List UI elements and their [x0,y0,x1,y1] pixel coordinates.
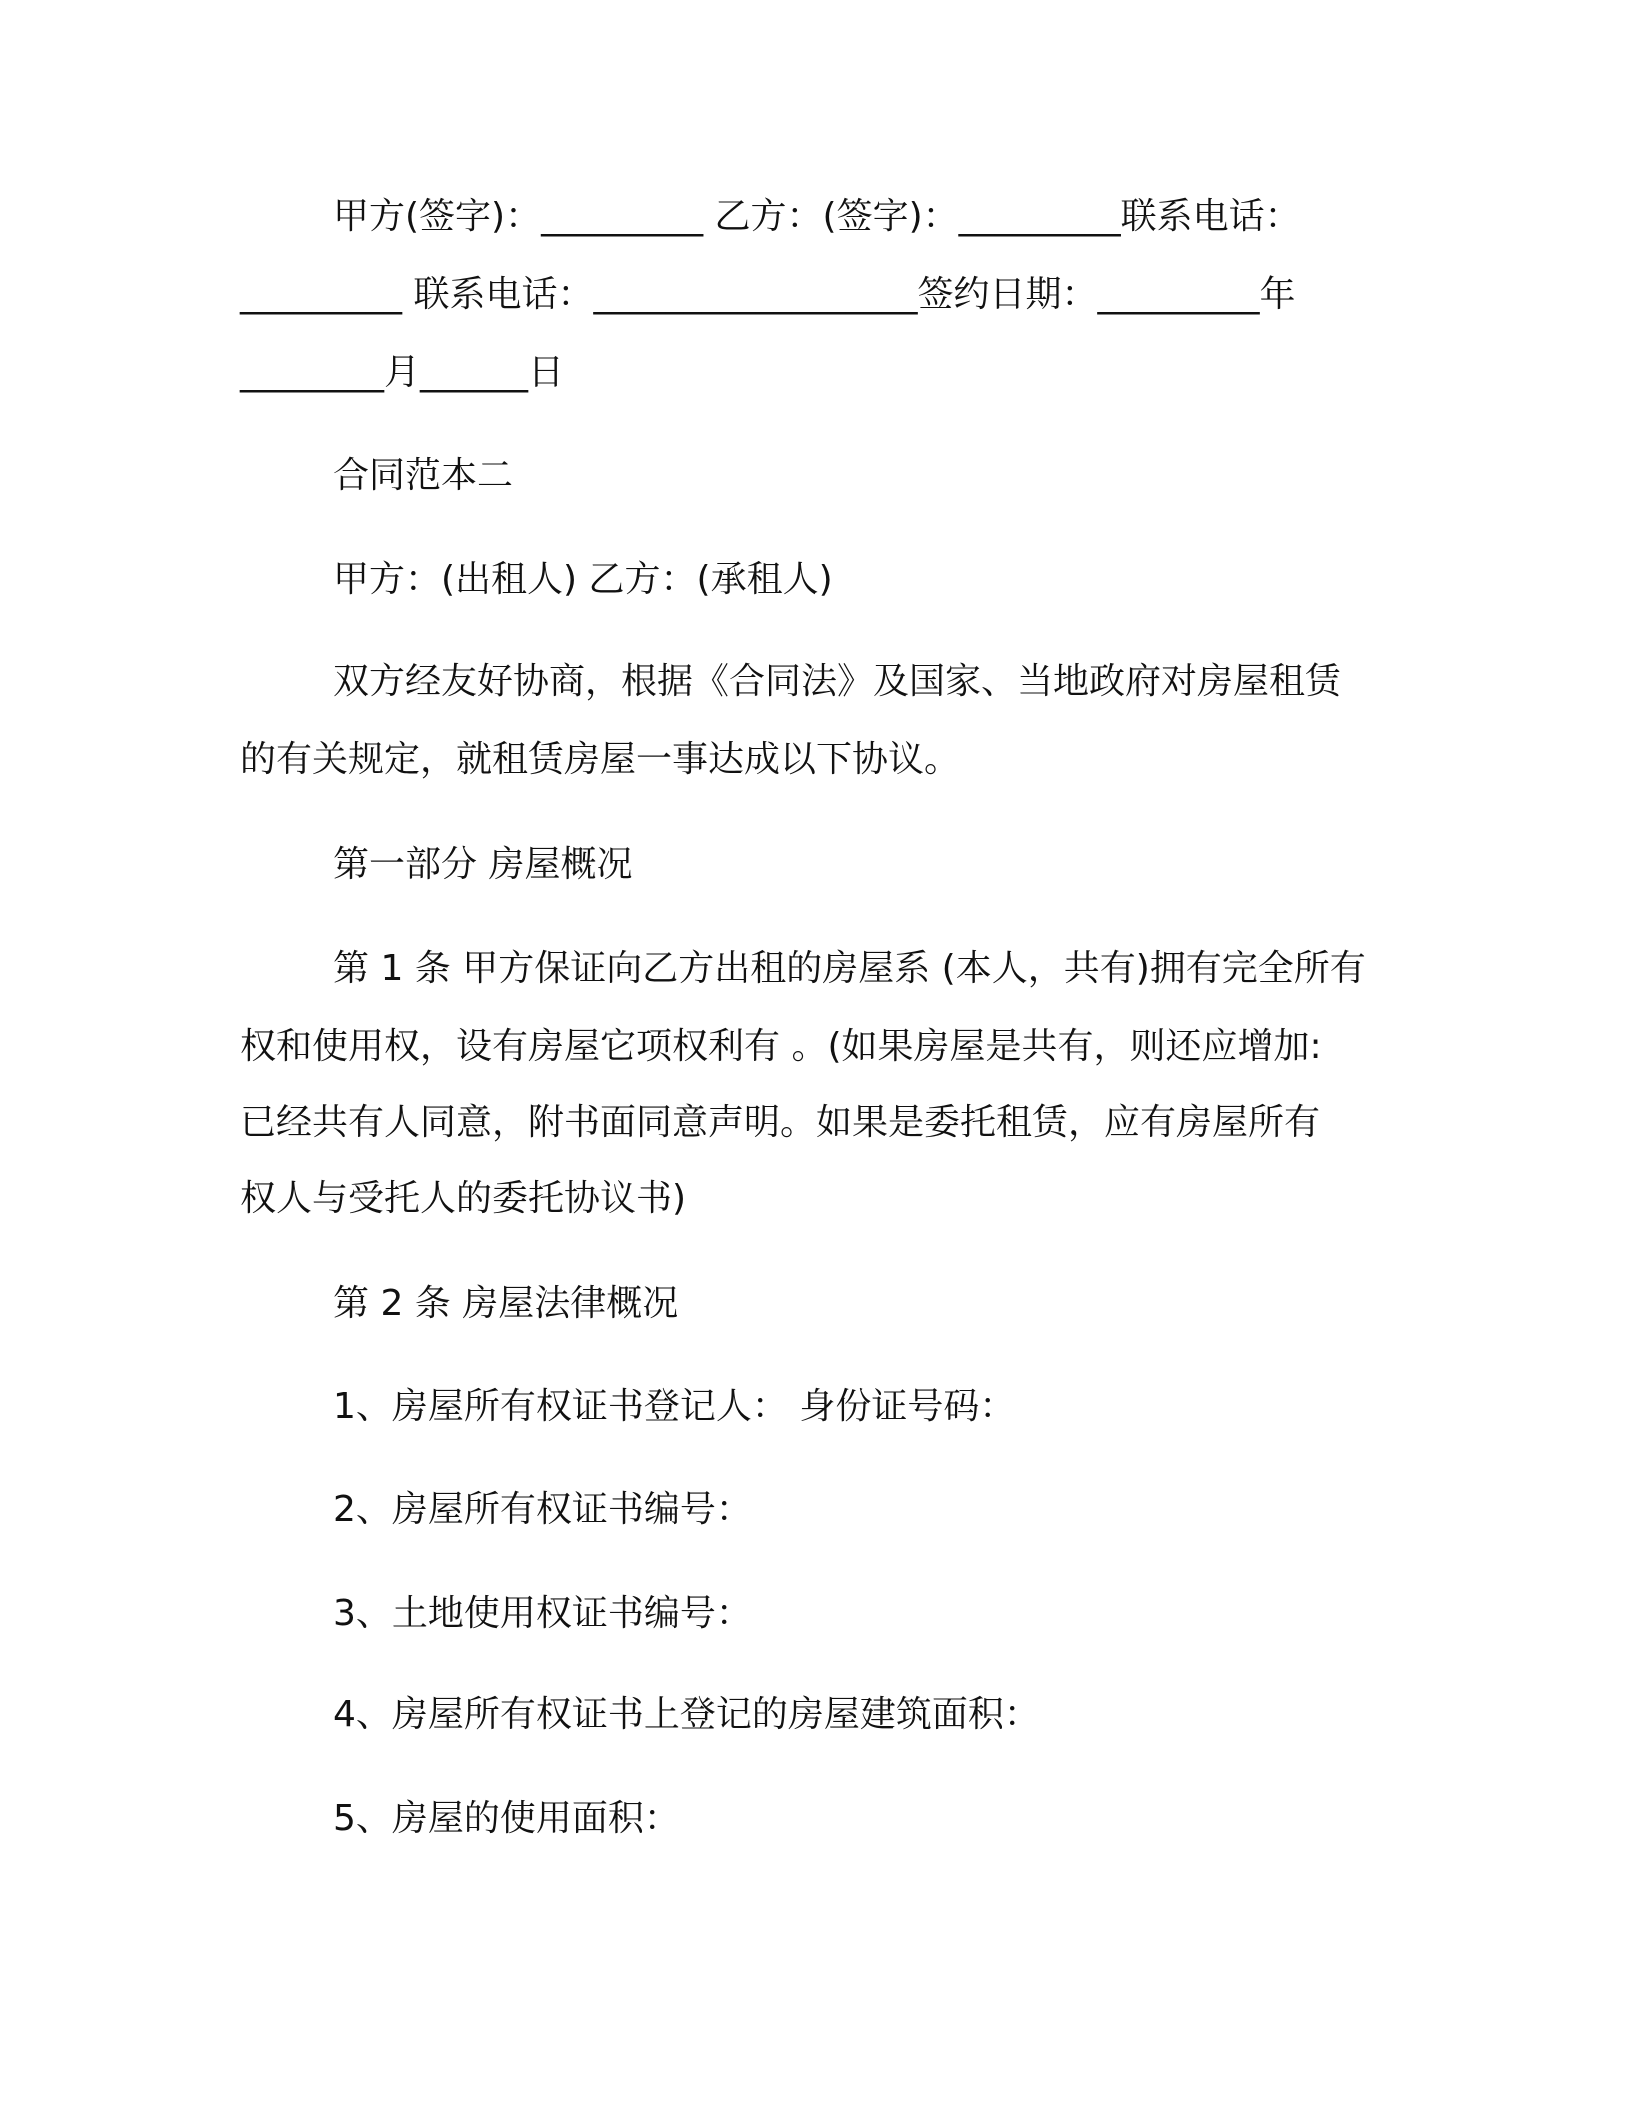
article1-line-3: 已经共有人同意，附书面同意声明。如果是委托租赁，应有房屋所有 [240,1102,1321,1143]
signature-line-2: _________ 联系电话：__________________签约日期：_________年 [240,274,1296,315]
list-item: 4、房屋所有权证书上登记的房屋建筑面积： [333,1694,1040,1735]
article1-line-1: 第 1 条 甲方保证向乙方出租的房屋系 (本人，共有)拥有完全所有 [333,948,1366,989]
article2-title: 第 2 条 房屋法律概况 [333,1283,679,1324]
list-item: 5、房屋的使用面积： [333,1798,680,1839]
intro-line-2: 的有关规定，就租赁房屋一事达成以下协议。 [240,739,961,780]
part1-title: 第一部分 房屋概况 [333,844,633,885]
contract-heading: 合同范本二 [333,455,514,496]
list-item: 1、房屋所有权证书登记人： 身份证号码： [333,1386,1016,1427]
intro-line-1: 双方经友好协商，根据《合同法》及国家、当地政府对房屋租赁 [333,661,1342,702]
article1-line-4: 权人与受托人的委托协议书) [240,1178,687,1219]
signature-line-3: ________月______日 [240,352,564,393]
article1-line-2: 权和使用权，设有房屋它项权利有 。(如果房屋是共有，则还应增加: [240,1026,1322,1067]
parties-line: 甲方：(出租人) 乙方：(承租人) [333,559,833,600]
list-item: 3、土地使用权证书编号： [333,1593,752,1634]
signature-line-1: 甲方(签字)：_________ 乙方：(签字)：_________联系电话： [333,196,1301,237]
list-item: 2、房屋所有权证书编号： [333,1489,752,1530]
